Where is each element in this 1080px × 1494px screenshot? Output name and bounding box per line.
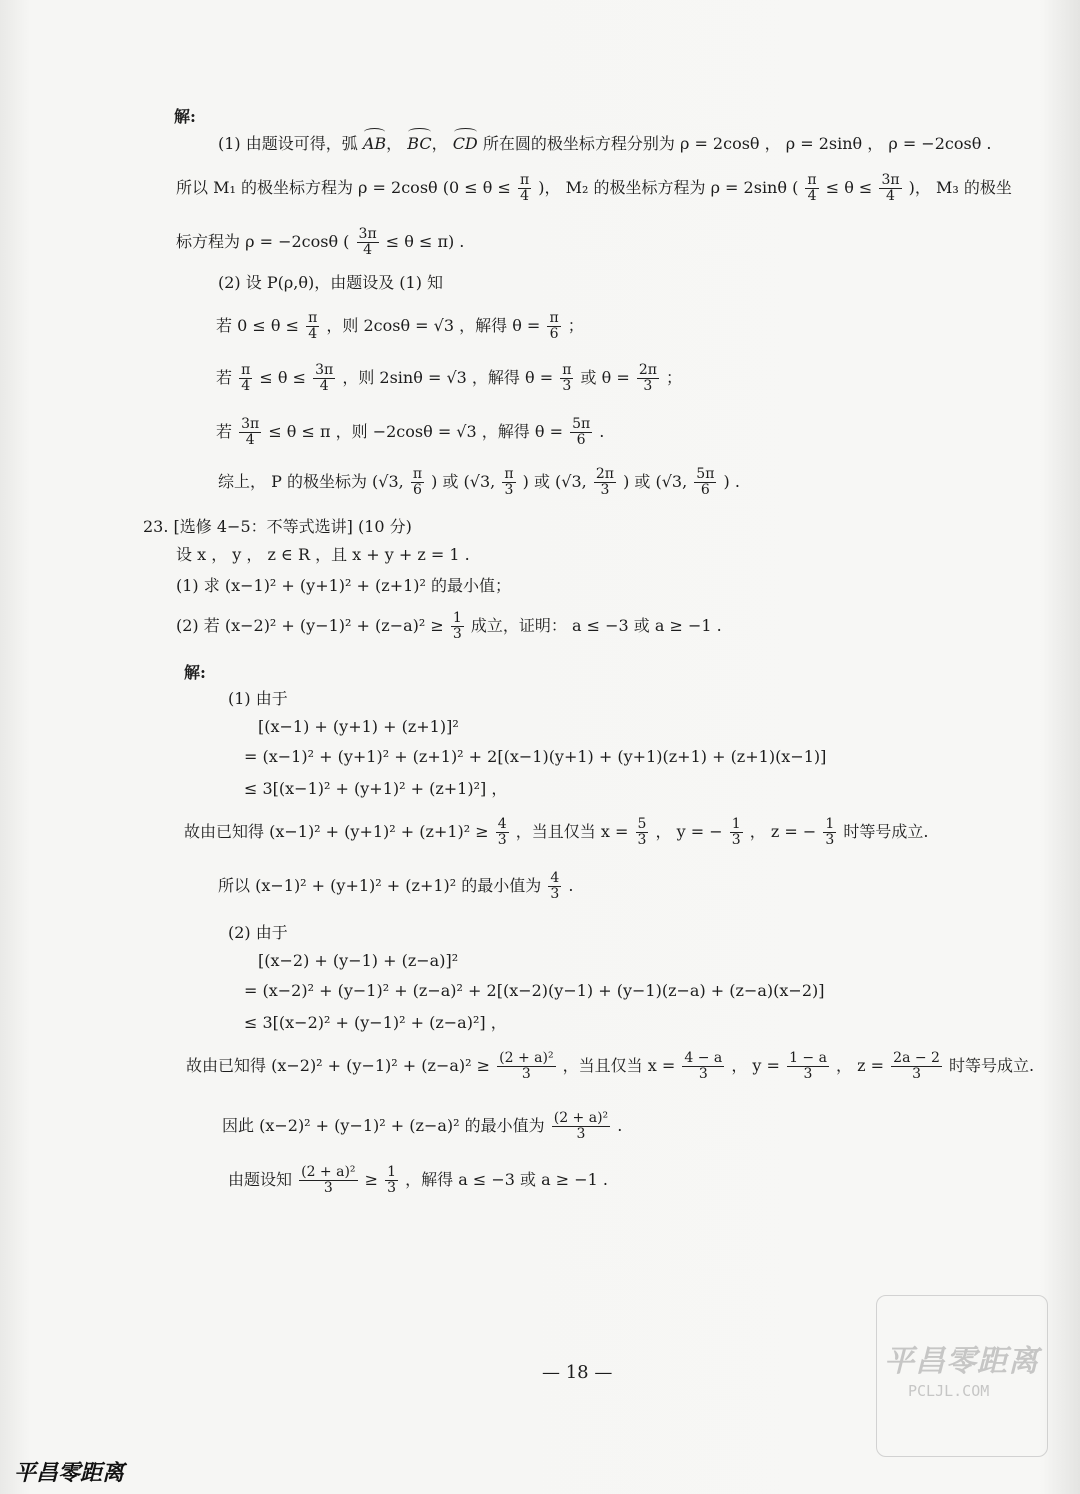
- q22-line-1: (1) 由题设可得，弧 AB， BC， CD 所在圆的极坐标方程分别为 ρ = 2cosθ ， ρ = 2sinθ ， ρ = −2cosθ .: [218, 134, 992, 153]
- q23-s1-line-3: ≤ 3[(x−1)² + (y+1)² + (z+1)²] ，: [244, 779, 508, 798]
- q23-s2-final: 由题设知 $\frac{\text{(2 + a)²}}{3}$ ≥ $\frac{1}{3}$ ，解得 a ≤ −3 或 a ≥ −1 .: [228, 1164, 608, 1196]
- q22-line-7: 若 $\frac{3\pi}{4}$ ≤ θ ≤ π ，则 −2cosθ = √3 ，解得 θ = $\frac{5\pi}{6}$ .: [216, 416, 605, 448]
- q22-line-2: 所以 M₁ 的极坐标方程为 ρ = 2cosθ (0 ≤ θ ≤ $\frac{\pi}{4}$ )， M₂ 的极坐标方程为 ρ = 2sinθ ( $\frac{\pi}{4}$ ≤ θ ≤ $\frac{3\pi}{4}$ )， M₃ 的极坐: [176, 172, 1012, 204]
- q23-s1-line-1: [(x−1) + (y+1) + (z+1)]²: [258, 717, 459, 736]
- q23-part-1: (1) 求 (x−1)² + (y+1)² + (z+1)² 的最小值；: [176, 576, 512, 595]
- q23-given: 设 x ， y ， z ∈ R ，且 x + y + z = 1 .: [176, 545, 470, 564]
- q23-s2-conclusion: 故由已知得 (x−2)² + (y−1)² + (z−a)² ≥ $\frac{\text{(2 + a)²}}{3}$ ，当且仅当 x = $\frac{4 - a}{3}$ ， y = $\frac{1 - a}{3}$ ， z = $\frac{2a - 2}{3}$ 时等号成立.: [186, 1050, 1035, 1082]
- q23-s1-conclusion: 故由已知得 (x−1)² + (y+1)² + (z+1)² ≥ $\frac{4}{3}$ ，当且仅当 x = $\frac{5}{3}$ ， y = − $\frac{1}{3}$ ， z = − $\frac{1}{3}$ 时等号成立.: [184, 816, 929, 848]
- q23-s2-minimum: 因此 (x−2)² + (y−1)² + (z−a)² 的最小值为 $\frac{\text{(2 + a)²}}{3}$ .: [222, 1110, 623, 1142]
- q23-s1-line-2: = (x−1)² + (y+1)² + (z+1)² + 2[(x−1)(y+1) + (y+1)(z+1) + (z+1)(x−1)]: [244, 747, 827, 766]
- q22-line-3: 标方程为 ρ = −2cosθ ( $\frac{3\pi}{4}$ ≤ θ ≤ π) .: [176, 226, 465, 258]
- q22-line-8: 综上， P 的极坐标为 (√3, $\frac{\pi}{6}$ ) 或 (√3, $\frac{\pi}{3}$ ) 或 (√3, $\frac{2\pi}{3}$ ) 或 (√3, $\frac{5\pi}{6}$ ) .: [218, 466, 740, 498]
- q23-s1-minimum: 所以 (x−1)² + (y+1)² + (z+1)² 的最小值为 $\frac{4}{3}$ .: [218, 870, 574, 902]
- q23-s2-head: (2) 由于: [228, 923, 288, 942]
- q22-line-5: 若 0 ≤ θ ≤ $\frac{\pi}{4}$ ，则 2cosθ = √3 ，解得 θ = $\frac{\pi}{6}$ ；: [216, 310, 584, 342]
- watermark-bottom-left: 平昌零距离: [14, 1461, 125, 1486]
- watermark-logo-text: 平昌零距离: [884, 1344, 1039, 1379]
- q23-part-2: (2) 若 (x−2)² + (y−1)² + (z−a)² ≥ $\frac{1}{3}$ 成立，证明： a ≤ −3 或 a ≥ −1 .: [176, 610, 722, 642]
- q22-line-6: 若 $\frac{\pi}{4}$ ≤ θ ≤ $\frac{3\pi}{4}$ ，则 2sinθ = √3 ，解得 θ = $\frac{\pi}{3}$ 或 θ = $\frac{2\pi}{3}$ ；: [216, 362, 683, 394]
- q23-title: 23. [选修 4−5：不等式选讲] (10 分): [143, 517, 412, 536]
- q23-s2-line-2: = (x−2)² + (y−1)² + (z−a)² + 2[(x−2)(y−1) + (y−1)(z−a) + (z−a)(x−2)]: [244, 981, 825, 1000]
- q23-s1-head: (1) 由于: [228, 689, 288, 708]
- q23-s2-line-1: [(x−2) + (y−1) + (z−a)]²: [258, 951, 459, 970]
- q22-line-4: (2) 设 P(ρ,θ)，由题设及 (1) 知: [218, 273, 444, 292]
- q23-s2-line-3: ≤ 3[(x−2)² + (y−1)² + (z−a)²] ，: [244, 1013, 507, 1032]
- watermark-url: PCLJL.COM: [908, 1382, 990, 1400]
- q23-solution-heading: 解:: [184, 663, 206, 682]
- solution-heading: 解:: [174, 107, 196, 126]
- page-number: — 18 —: [542, 1362, 613, 1383]
